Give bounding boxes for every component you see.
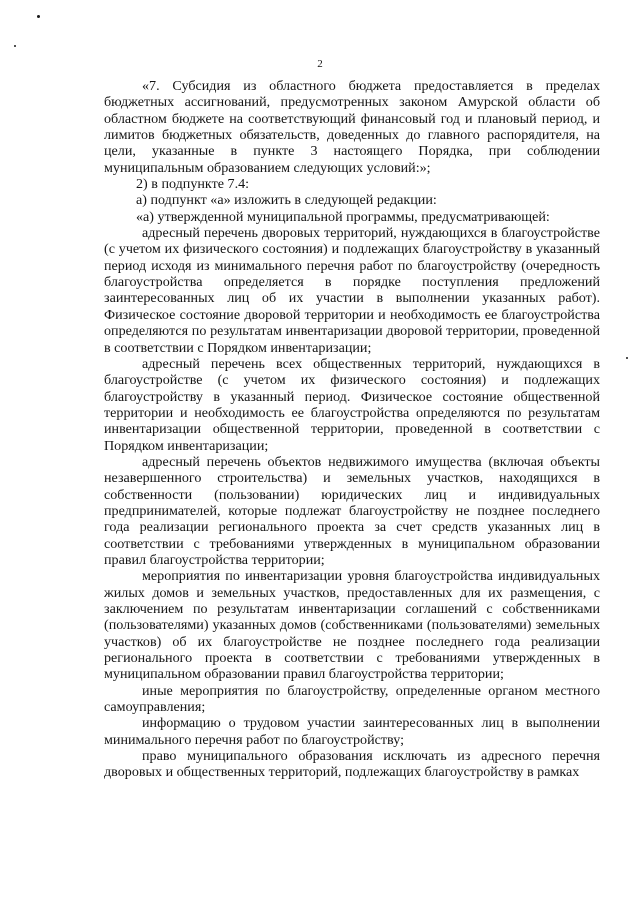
scan-speck-mark <box>37 15 40 18</box>
paragraph-other-measures: иные мероприятия по благоустройству, определенные органом местного самоуправления; <box>104 682 600 716</box>
paragraph-yard-territories: адресный перечень дворовых территорий, нуждающихся в благоустройстве (с учетом их физического состояния) и подлежащих благоустройству в указанный период исходя из минимального перечня работ по благоустройству (очередность благоустройства определяется в порядке поступления предложений заинтересованных лиц об их участии в выполнении указанных работ). Физическое состояние дворовой территории и необходимость ее благоустройства определяются по результатам инвентаризации дворовой территории, проведенной в соответствии с Порядком инвентаризации; <box>104 225 600 356</box>
scan-speck-mark <box>14 45 16 47</box>
scan-speck-mark <box>626 357 628 359</box>
paragraph-labor-participation: информацию о трудовом участии заинтересованных лиц в выполнении минимального перечня работ по благоустройству; <box>104 715 600 748</box>
page-number: 2 <box>317 58 323 70</box>
document-body <box>104 78 600 781</box>
paragraph-program-intro: «а) утвержденной муниципальной программы, предусматривающей: <box>136 208 550 225</box>
paragraph-subpoint-a: а) подпункт «а» изложить в следующей редакции: <box>136 192 437 209</box>
paragraph-subpoint-7-4: 2) в подпункте 7.4: <box>136 176 250 193</box>
paragraph-public-territories: адресный перечень всех общественных территорий, нуждающихся в благоустройстве (с учетом их физического состояния) и подлежащих благоустройству в указанный период. Физическое состояние общественной территории и необходимость ее благоустройства определяются по результатам инвентаризации общественной территории, проведенной в соответствии с Порядком инвентаризации; <box>104 355 600 454</box>
paragraph-individual-houses: мероприятия по инвентаризации уровня благоустройства индивидуальных жилых домов и земельных участков, предоставленных для их размещения, с заключением по результатам инвентаризации соглашений с собственниками (пользователями) указанных домов (собственниками (пользователями) земельных участков) об их благоустройстве не позднее последнего года реализации регионального проекта в соответствии с требованиями утвержденных в муниципальном образовании правил благоустройства территории; <box>104 568 600 683</box>
paragraph-real-estate-objects: адресный перечень объектов недвижимого имущества (включая объекты незавершенного строительства) и земельных участков, находящихся в собственности (пользовании) юридических лиц и индивидуальных предпринимателей, которые подлежат благоустройству не позднее последнего года реализации регионального проекта за счет средств указанных лиц в соответствии с требованиями утвержденных в муниципальном образовании правил благоустройства территории; <box>104 453 600 568</box>
paragraph-subsidy-condition: «7. Субсидия из областного бюджета предоставляется в пределах бюджетных ассигнований, предусмотренных законом Амурской области об областном бюджете на соответствующий финансовый год и плановый период, и лимитов бюджетных обязательств, доведенных до главного распорядителя, на цели, указанные в пункте 3 настоящего Порядка, при соблюдении муниципальным образованием следующих условий:»; <box>104 78 600 176</box>
paragraph-exclusion-right: право муниципального образования исключать из адресного перечня дворовых и общественных территорий, подлежащих благоустройству в рамках <box>104 748 600 781</box>
